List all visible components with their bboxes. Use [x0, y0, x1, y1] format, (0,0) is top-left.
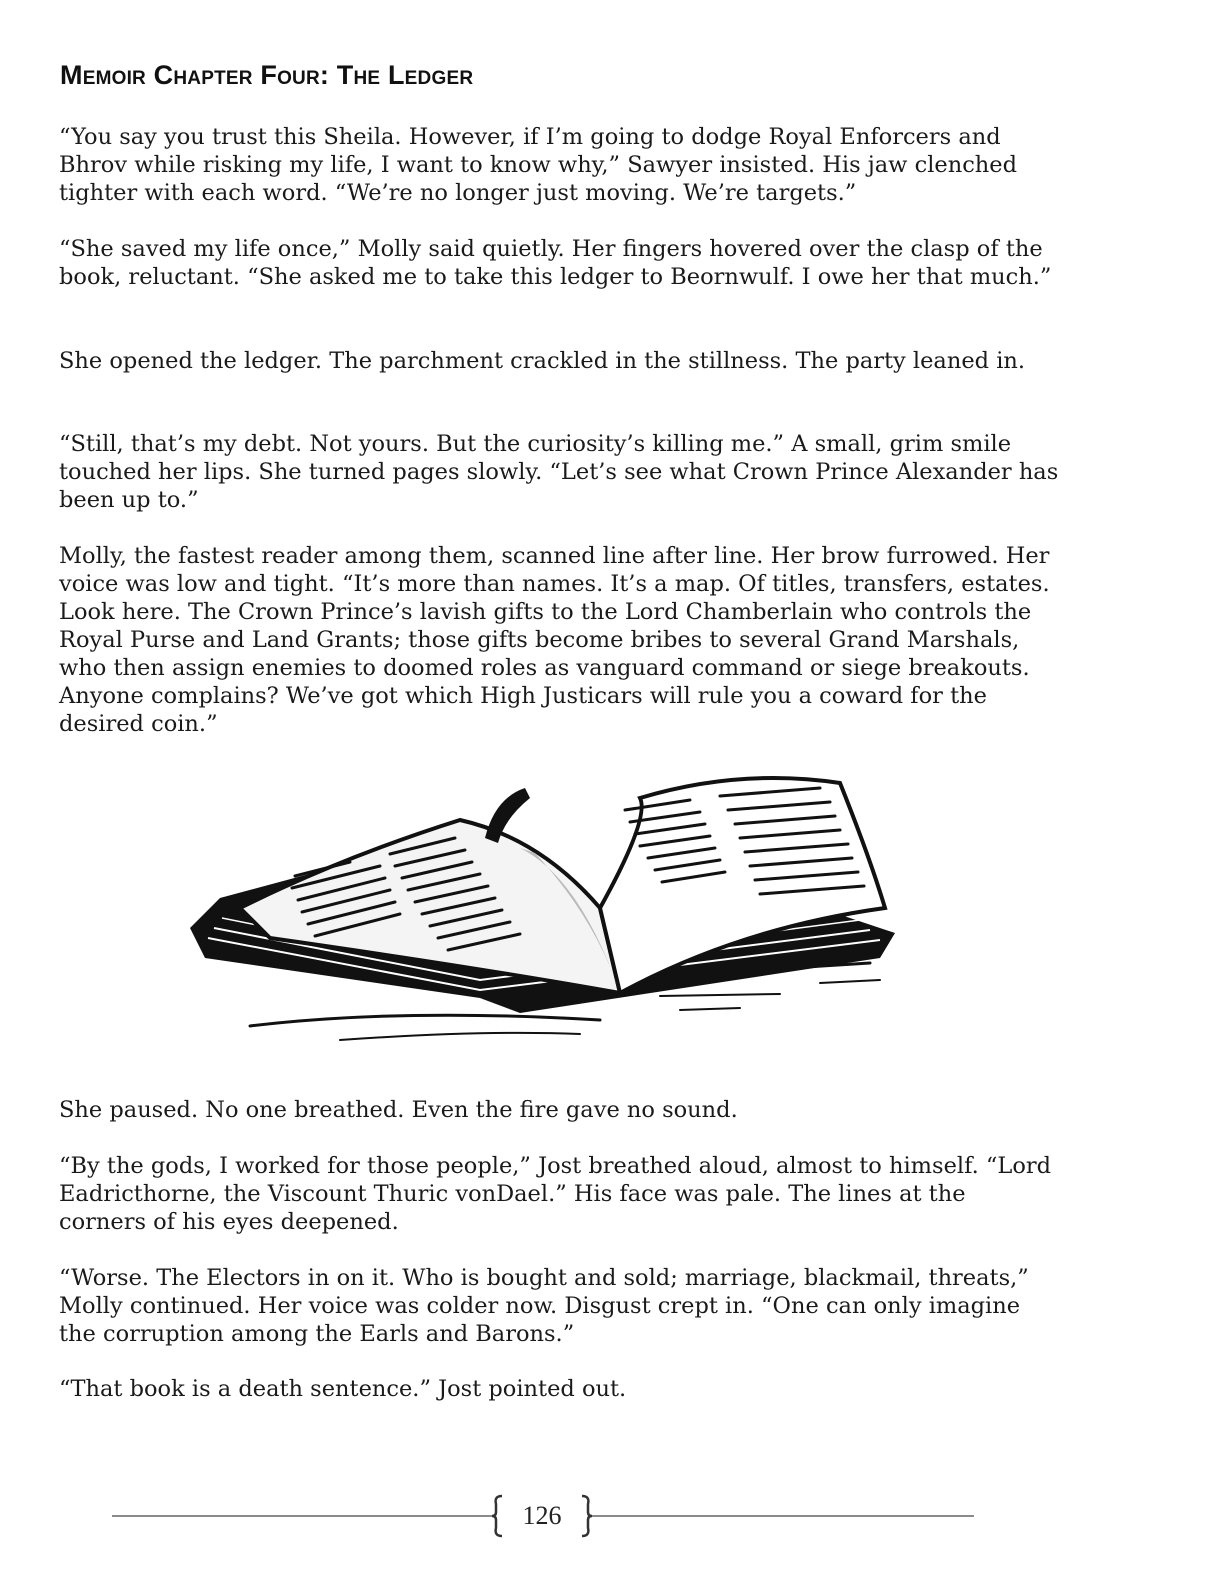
right-brace-icon	[580, 1494, 594, 1538]
footer-rule-left	[112, 1515, 492, 1517]
paragraph-8: “Worse. The Electors in on it. Who is bought and sold; marriage, blackmail, threats,” Molly continued. Her voice was colder now. Disgust crept in. “One can only imagine the corruption among the Earls and Barons.”	[59, 1265, 1029, 1347]
paragraph-7: “By the gods, I worked for those people,” Jost breathed aloud, almost to himself. “Lord Eadricthorne, the Viscount Thuric vonDael.” His face was pale. The lines at the corners of his eyes deepened.	[59, 1153, 1052, 1235]
open-book-illustration	[180, 758, 905, 1058]
paragraph-6: She paused. No one breathed. Even the fire gave no sound.	[59, 1097, 738, 1123]
paragraph-9: “That book is a death sentence.” Jost pointed out.	[59, 1376, 627, 1402]
paragraph-2: “She saved my life once,” Molly said quietly. Her fingers hovered over the clasp of the book, reluctant. “She asked me to take this ledger to Beornwulf. I owe her that much.”	[59, 236, 1052, 290]
paragraph-1: “You say you trust this Sheila. However, if I’m going to dodge Royal Enforcers and Bhrov while risking my life, I want to know why,” Sawyer insisted. His jaw clenched tighter with each word. “We’re no longer just moving. We’re targets.”	[59, 124, 1018, 206]
footer-rule-right	[592, 1515, 974, 1517]
chapter-title: Memoir Chapter Four: The Ledger	[60, 60, 474, 90]
paragraph-3: She opened the ledger. The parchment crackled in the stillness. The party leaned in.	[59, 348, 1026, 374]
paragraph-5: Molly, the fastest reader among them, scanned line after line. Her brow furrowed. Her voice was low and tight. “It’s more than names. It’s a map. Of titles, transfers, estates. Look here. The Crown Prince’s lavish gifts to the Lord Chamberlain who controls the Royal Purse and Land Grants; those gifts become bribes to several Grand Marshals, who then assign enemies to doomed roles as vanguard command or siege breakouts. Anyone complains? We’ve got which High Justicars will rule you a coward for the desired coin.”	[59, 543, 1050, 737]
page-number: 126	[522, 1501, 562, 1530]
paragraph-4: “Still, that’s my debt. Not yours. But the curiosity’s killing me.” A small, grim smile touched her lips. She turned pages slowly. “Let’s see what Crown Prince Alexander has been up to.”	[59, 431, 1059, 513]
